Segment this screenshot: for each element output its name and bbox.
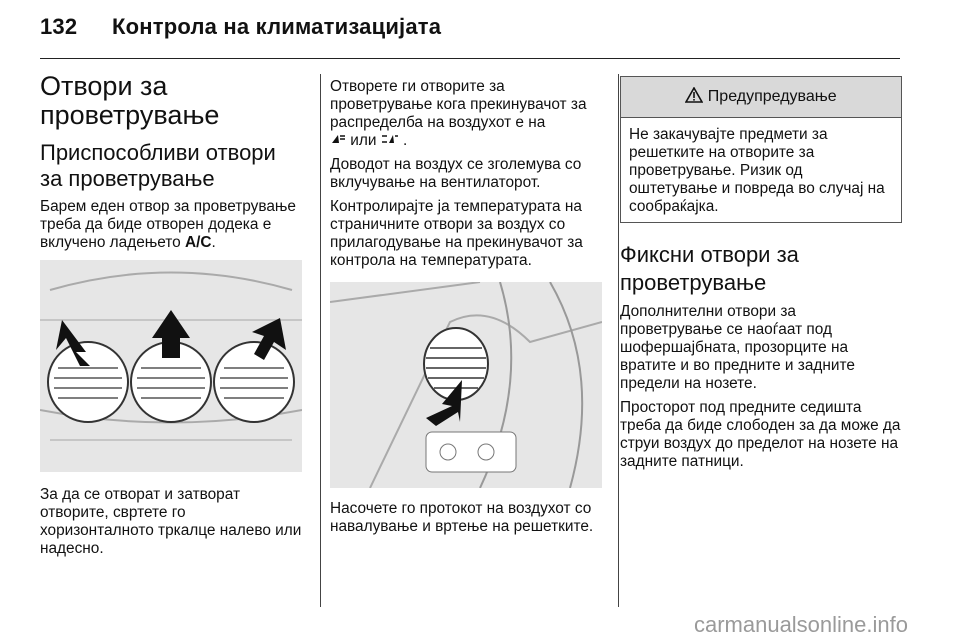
warning-text: Не закачувајте предмети за решетките на отворите за проветрување. Ризик од оштетување и повреда во случај на сообраќајка. (629, 126, 885, 215)
figure-caption-2: Насочете го протокот на воздухот со навалување и вртење на решетките. (330, 500, 594, 535)
warning-body (621, 118, 901, 222)
side-vent-figure (330, 282, 602, 488)
warning-title: Предупредување (707, 88, 837, 105)
warning-header (621, 77, 901, 118)
column-2 (330, 78, 602, 542)
intro-text: Барем еден отвор за проветрување треба да биде отворен додека е вклучено ладењето (40, 198, 296, 251)
intro-end: . (211, 234, 216, 251)
dashboard-vents-illustration (40, 260, 302, 472)
dashboard-vents-figure (40, 260, 302, 472)
paragraph-1-text: Отворете ги отворите за проветрување кога прекинувачот за распределба на воздухот е на (330, 78, 587, 131)
column-divider-1 (320, 74, 321, 607)
header-rule (40, 58, 900, 59)
warning-box (620, 76, 902, 223)
page-header (40, 14, 441, 40)
column-divider-2 (618, 74, 619, 607)
fixed-vents-paragraph-2: Просторот под предните седишта треба да биде слободен за да може да струи воздух до пределот на нозете на задните патници. (620, 399, 901, 470)
subsection-heading: Приспособливи отвори за проветрување (40, 140, 276, 191)
section-title: Контрола на климатизацијата (112, 14, 442, 39)
air-distribution-upper-lower-icon (381, 132, 403, 149)
ac-label: A/C (185, 234, 212, 251)
watermark: carmanualsonline.info (693, 612, 908, 637)
fixed-vents-heading: Фиксни отвори за проветрување (620, 242, 799, 295)
side-vent-illustration (330, 282, 602, 488)
or-word: или (350, 132, 377, 149)
section-heading: Отвори за проветрување (40, 71, 220, 130)
page-number: 132 (40, 14, 78, 39)
air-distribution-upper-icon (330, 132, 350, 149)
intro-paragraph (40, 198, 302, 252)
column-3 (620, 76, 902, 477)
warning-triangle-icon (685, 88, 707, 105)
paragraph-2: Доводот на воздух се зголемува со вклучување на вентилаторот. (330, 156, 582, 191)
figure-caption-1: За да се отворат и затворат отворите, свртете го хоризонталното тркалце налево или надесно. (40, 486, 302, 557)
paragraph-3: Контролирајте ја температурата на страничните отвори за воздух со прилагодување на прекинувачот за контрола на температурата. (330, 198, 583, 269)
paragraph-1: Отворете ги отворите за проветрување кога прекинувачот за распределба на воздухот е на или . (330, 78, 587, 149)
column-1 (40, 72, 302, 564)
fixed-vents-paragraph-1: Дополнителни отвори за проветрување се наоѓаат под шофершајбната, прозорците на вратите и во предните и задните предели на нозете. (620, 303, 855, 392)
